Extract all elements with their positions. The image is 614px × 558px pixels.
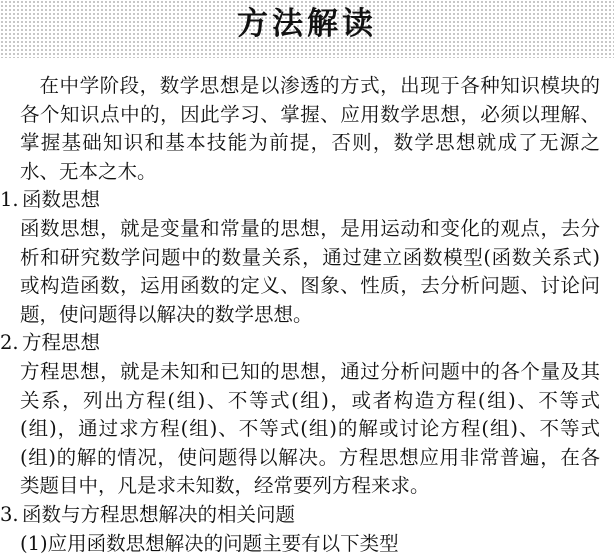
section-heading (0, 186, 614, 215)
section-number: 1. (0, 186, 22, 215)
section-number: 2. (0, 329, 22, 358)
section-body: 方程思想，就是未知和已知的思想，通过分析问题中的各个量及其关系，列出方程(组)、不等式(组)，或者构造方程(组)、不等式(组)，通过求方程(组)、不等式(组)的解或讨论方程(组)、不等式(组)的解的情况，使问题得以解决。方程思想应用非常普遍，在各类题目中，凡是求未知数，经常要列方程来求。 (0, 358, 614, 501)
section-related-problems (0, 501, 614, 558)
document-content (0, 72, 614, 558)
section-heading (0, 329, 614, 358)
header-banner (0, 0, 614, 58)
section-heading (0, 501, 614, 530)
page-title: 方法解读 (0, 2, 614, 46)
section-equation-thinking (0, 329, 614, 501)
sub-item: (1)应用函数思想解决的问题主要有以下类型 (0, 530, 614, 558)
intro-paragraph: 在中学阶段，数学思想是以渗透的方式，出现于各种知识模块的各个知识点中的，因此学习、掌握、应用数学思想，必须以理解、掌握基础知识和基本技能为前提，否则，数学思想就成了无源之水、无本之木。 (0, 72, 614, 186)
section-body: 函数思想，就是变量和常量的思想，是用运动和变化的观点，去分析和研究数学问题中的数量关系，通过建立函数模型(函数关系式)或构造函数，运用函数的定义、图象、性质，去分析问题、讨论问题，使问题得以解决的数学思想。 (0, 215, 614, 329)
section-function-thinking (0, 186, 614, 329)
section-title: 函数思想 (22, 188, 100, 211)
section-title: 函数与方程思想解决的相关问题 (22, 503, 295, 526)
section-title: 方程思想 (22, 331, 100, 354)
section-number: 3. (0, 501, 22, 530)
